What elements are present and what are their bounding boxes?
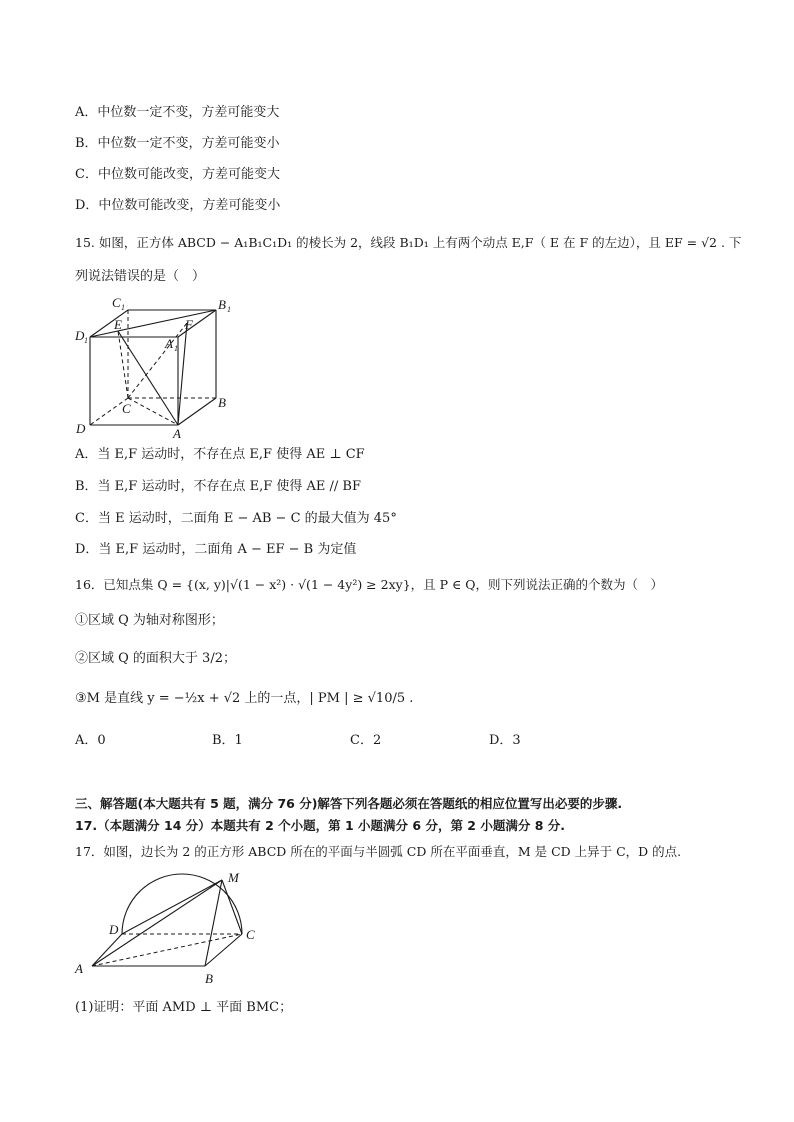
q15-stem-line1: 15. 如图，正方体 ABCD − A₁B₁C₁D₁ 的棱长为 2，线段 B₁D₁ 上有两个动点 E,F（ E 在 F 的左边），且 EF = √2 . 下 (75, 235, 742, 250)
label-a1-sub: 1 (174, 344, 178, 353)
label-e: E (114, 317, 122, 332)
label-b1-sub: 1 (227, 305, 231, 314)
q14-option-b: B．中位数一定不变，方差可能变小 (75, 136, 280, 151)
label-f: F (185, 317, 193, 332)
label-c: C (122, 401, 131, 416)
label-a: A (75, 961, 83, 976)
q14-option-a: A．中位数一定不变，方差可能变大 (75, 105, 280, 120)
label-a1: A (165, 336, 173, 351)
label-b: B (205, 971, 213, 986)
label-d1: D (75, 328, 85, 343)
q14-option-d: D．中位数可能改变，方差可能变小 (75, 198, 281, 213)
q15-option-d: D．当 E,F 运动时，二面角 A − EF − B 为定值 (75, 542, 357, 557)
q16-item2: ②区域 Q 的面积大于 3/2； (75, 651, 236, 666)
q14-option-c: C．中位数可能改变，方差可能变大 (75, 167, 280, 182)
label-c1: C (112, 295, 121, 310)
q15-option-a: A．当 E,F 运动时，不存在点 E,F 使得 AE ⊥ CF (75, 447, 365, 462)
q17-figure (72, 862, 272, 990)
label-d: D (109, 922, 119, 937)
label-c: C (246, 927, 255, 942)
q17-stem: 17．如图，边长为 2 的正方形 ABCD 所在的平面与半圆弧 CD 所在平面垂直，M 是 CD 上异于 C，D 的点. (75, 844, 682, 859)
label-d1-sub: 1 (84, 336, 88, 345)
label-d: D (76, 421, 86, 436)
q16-choice-b: B．1 (212, 733, 243, 748)
label-a: A (173, 426, 181, 441)
q15-cube-figure (70, 292, 240, 442)
q15-option-b: B．当 E,F 运动时，不存在点 E,F 使得 AE // BF (75, 479, 361, 494)
q17-score-note: 17.（本题满分 14 分）本题共有 2 个小题，第 1 小题满分 6 分，第 2 小题满分 8 分. (75, 818, 565, 833)
q16-item3: ③M 是直线 y = −½x + √2 上的一点，| PM | ≥ √10/5 . (75, 691, 414, 706)
label-m: M (228, 870, 239, 885)
q16-stem: 16．已知点集 Q = {(x, y)|√(1 − x²) · √(1 − 4y²) ≥ 2xy}，且 P ∈ Q，则下列说法正确的个数为（ ） (75, 577, 663, 592)
q16-choice-a: A．0 (75, 733, 106, 748)
label-b1: B (218, 297, 226, 312)
q16-choice-d: D．3 (489, 733, 521, 748)
section3-header: 三、解答题(本大题共有 5 题，满分 76 分)解答下列各题必须在答题纸的相应位置写出必要的步骤. (75, 796, 623, 811)
q15-stem-line2: 列说法错误的是（ ） (75, 269, 206, 284)
label-c1-sub: 1 (121, 303, 125, 312)
q15-option-c: C．当 E 运动时，二面角 E − AB − C 的最大值为 45° (75, 511, 397, 526)
label-b: B (218, 395, 226, 410)
q16-choice-c: C．2 (350, 733, 382, 748)
q16-item1: ①区域 Q 为轴对称图形； (75, 613, 224, 628)
q17-part1: (1)证明：平面 AMD ⊥ 平面 BMC； (75, 1000, 293, 1015)
